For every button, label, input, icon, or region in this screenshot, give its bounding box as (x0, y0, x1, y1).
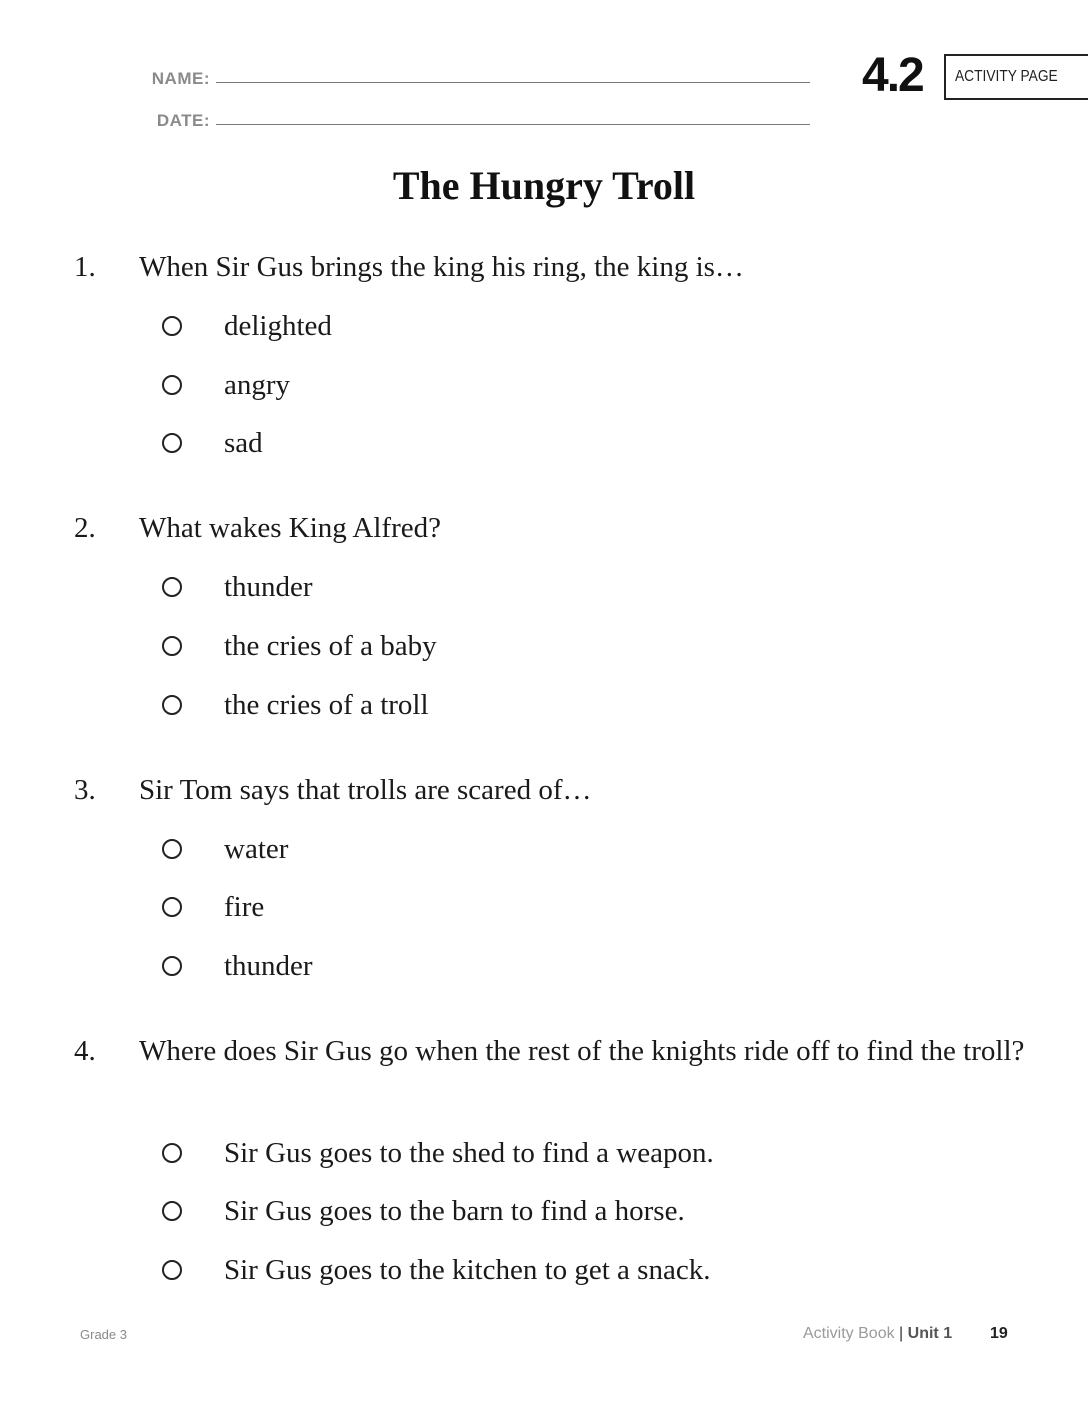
question-text: What wakes King Alfred? (139, 512, 441, 544)
radio-circle-icon[interactable] (162, 1260, 182, 1280)
question-4-option-1[interactable] (0, 1137, 1088, 1180)
option-label: Sir Gus goes to the shed to find a weapon. (224, 1137, 714, 1169)
question-2-option-1[interactable] (0, 571, 1088, 614)
footer-grade: Grade 3 (80, 1327, 127, 1342)
option-label: the cries of a baby (224, 630, 437, 662)
name-field[interactable] (146, 70, 810, 87)
option-label: fire (224, 891, 265, 923)
radio-circle-icon[interactable] (162, 839, 182, 859)
radio-circle-icon[interactable] (162, 695, 182, 715)
option-label: angry (224, 369, 291, 401)
radio-circle-icon[interactable] (162, 897, 182, 917)
page-title: The Hungry Troll (392, 163, 696, 208)
name-label: NAME: (151, 69, 210, 88)
question-number: 4. (74, 1035, 96, 1067)
option-label: delighted (224, 310, 332, 342)
radio-circle-icon[interactable] (162, 375, 182, 395)
option-label: Sir Gus goes to the barn to find a horse. (224, 1195, 685, 1227)
activity-label-box (944, 54, 1088, 100)
question-1-option-2[interactable] (0, 369, 1088, 412)
footer-book: Activity Book (803, 1325, 895, 1342)
option-label: water (224, 833, 289, 865)
radio-circle-icon[interactable] (162, 956, 182, 976)
question-number: 2. (74, 512, 96, 544)
footer-unit: Unit 1 (907, 1325, 953, 1342)
option-label: Sir Gus goes to the kitchen to get a snack. (224, 1254, 711, 1286)
activity-number: 4.2 (862, 49, 923, 102)
question-4-option-3[interactable] (0, 1254, 1088, 1297)
radio-circle-icon[interactable] (162, 577, 182, 597)
page-number: 19 (990, 1325, 1008, 1342)
radio-circle-icon[interactable] (162, 316, 182, 336)
footer-separator: | (899, 1325, 904, 1342)
radio-circle-icon[interactable] (162, 1201, 182, 1221)
question-2-option-2[interactable] (0, 630, 1088, 673)
question-text: Where does Sir Gus go when the rest of the knights ride off to find the troll? (139, 1035, 1025, 1067)
option-label: sad (224, 427, 263, 459)
date-label: DATE: (156, 111, 210, 130)
option-label: thunder (224, 571, 313, 603)
radio-circle-icon[interactable] (162, 636, 182, 656)
date-line[interactable] (216, 123, 810, 125)
question-3-option-2[interactable] (0, 891, 1088, 934)
date-field[interactable] (146, 112, 810, 129)
question-3-option-1[interactable] (0, 833, 1088, 876)
question-1-option-1[interactable] (0, 310, 1088, 353)
question-3-option-3[interactable] (0, 950, 1088, 993)
question-text: When Sir Gus brings the king his ring, the king is… (139, 251, 744, 283)
name-line[interactable] (216, 81, 810, 83)
question-text: Sir Tom says that trolls are scared of… (139, 774, 592, 806)
option-label: the cries of a troll (224, 689, 429, 721)
question-2-option-3[interactable] (0, 689, 1088, 732)
radio-circle-icon[interactable] (162, 1143, 182, 1163)
question-4-option-2[interactable] (0, 1195, 1088, 1238)
question-number: 1. (74, 251, 96, 283)
question-1-option-3[interactable] (0, 427, 1088, 470)
radio-circle-icon[interactable] (162, 433, 182, 453)
option-label: thunder (224, 950, 313, 982)
footer-book-unit (803, 1325, 952, 1343)
activity-label: ACTIVITY PAGE (955, 68, 1058, 85)
question-number: 3. (74, 774, 96, 806)
